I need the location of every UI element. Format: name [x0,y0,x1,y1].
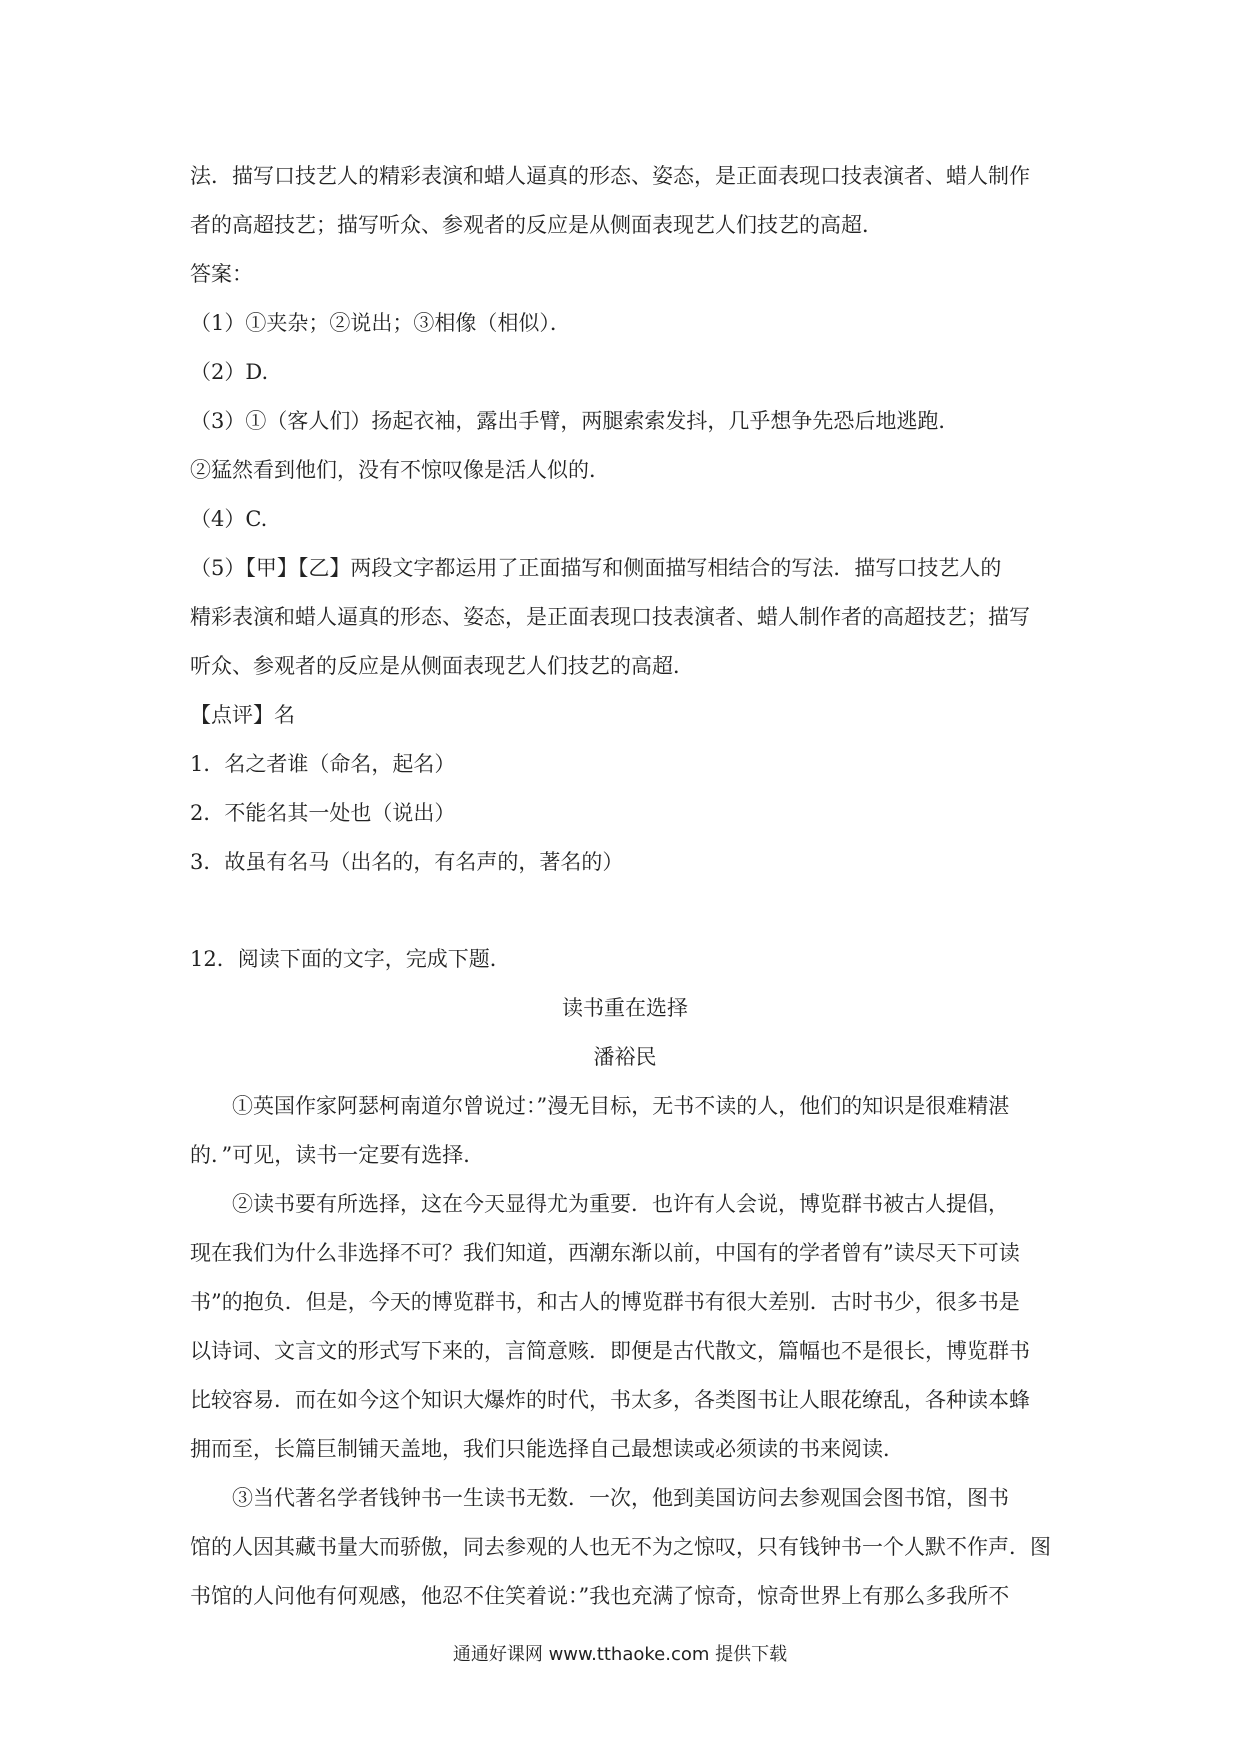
paragraph-line: 以诗词、文言文的形式写下来的，言简意赅．即便是古代散文，篇幅也不是很长，博览群书 [190,1339,1030,1363]
answer-item: 听众、参观者的反应是从侧面表现艺人们技艺的高超． [190,654,694,678]
paragraph-line: 的．”可见，读书一定要有选择． [190,1143,485,1167]
comment-item: 1．名之者谁（命名，起名） [190,752,456,776]
analysis-line: 法．描写口技艺人的精彩表演和蜡人逼真的形态、姿态，是正面表现口技表演者、蜡人制作 [190,164,1030,188]
analysis-line: 者的高超技艺；描写听众、参观者的反应是从侧面表现艺人们技艺的高超． [190,213,883,237]
comment-item: 3．故虽有名马（出名的，有名声的，著名的） [190,850,624,874]
paragraph-line: 拥而至，长篇巨制铺天盖地，我们只能选择自己最想读或必须读的书来阅读． [190,1437,904,1461]
paragraph-line: 书馆的人问他有何观感，他忍不住笑着说：”我也充满了惊奇，惊奇世界上有那么多我所不 [190,1584,1010,1608]
answer-item: （5）【甲】【乙】两段文字都运用了正面描写和侧面描写相结合的写法．描写口技艺人的 [190,556,1002,580]
comment-title: 【点评】名 [190,703,295,727]
paragraph-line: 书”的抱负．但是，今天的博览群书，和古人的博览群书有很大差别．古时书少，很多书是 [190,1290,1020,1314]
paragraph-line: 馆的人因其藏书量大而骄傲，同去参观的人也无不为之惊叹，只有钱钟书一个人默不作声．图 [190,1535,1051,1559]
answer-item: 精彩表演和蜡人逼真的形态、姿态，是正面表现口技表演者、蜡人制作者的高超技艺；描写 [190,605,1030,629]
page-footer: 通通好课网 www.tthaoke.com 提供下载 [452,1644,788,1665]
question-prompt: 12．阅读下面的文字，完成下题． [190,947,511,971]
paragraph-line: ③当代著名学者钱钟书一生读书无数．一次，他到美国访问去参观国会图书馆，图书 [232,1486,1009,1510]
comment-item: 2．不能名其一处也（说出） [190,801,456,825]
answer-label: 答案： [190,262,253,286]
paragraph-line: ①英国作家阿瑟柯南道尔曾说过：”漫无目标，无书不读的人，他们的知识是很难精湛 [232,1094,1010,1118]
paragraph-line: ②读书要有所选择，这在今天显得尤为重要．也许有人会说，博览群书被古人提倡， [232,1192,1009,1216]
answer-item: ②猛然看到他们，没有不惊叹像是活人似的． [190,458,610,482]
document-body [190,152,1060,1621]
answer-item: （4）C. [190,507,268,531]
answer-item: （2）D. [190,360,269,384]
paragraph-line: 比较容易．而在如今这个知识大爆炸的时代，书太多，各类图书让人眼花缭乱，各种读本蜂 [190,1388,1030,1412]
paragraph-line: 现在我们为什么非选择不可？我们知道，西潮东渐以前，中国有的学者曾有”读尽天下可读 [190,1241,1020,1265]
section-gap [190,887,1060,935]
article-author: 潘裕民 [593,1045,657,1069]
article-title: 读书重在选择 [562,996,688,1020]
answer-item: （3）①（客人们）扬起衣袖，露出手臂，两腿索索发抖，几乎想争先恐后地逃跑． [190,409,960,433]
answer-item: （1）①夹杂；②说出；③相像（相似）． [190,311,571,335]
